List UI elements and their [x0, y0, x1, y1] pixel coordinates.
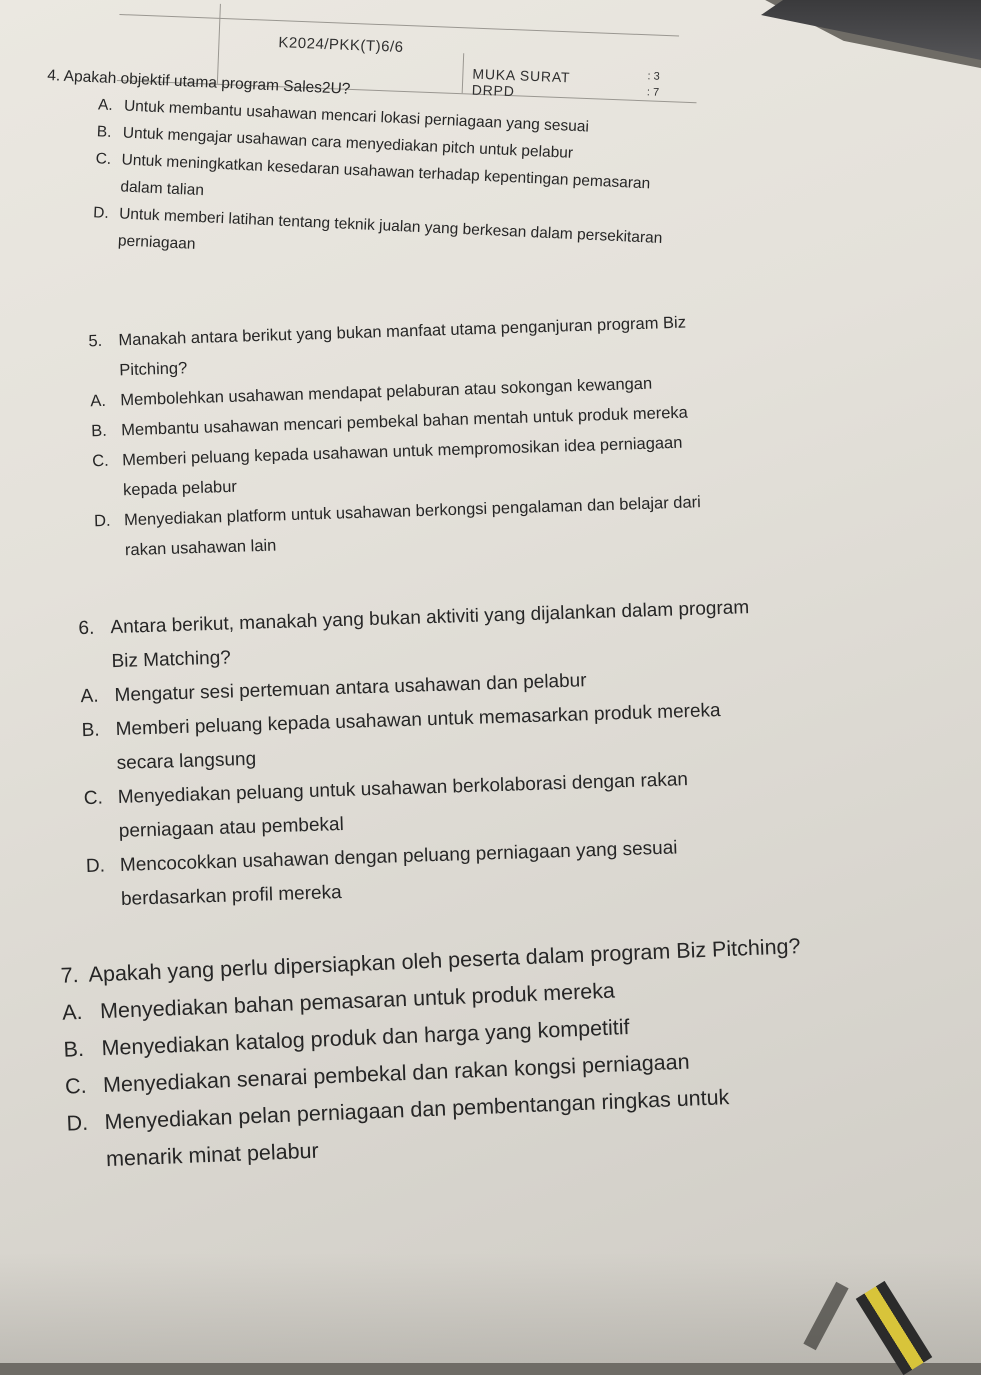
question-6	[20, 590, 789, 920]
question-text: Antara berikut, manakah yang bukan aktiviti yang dijalankan dalam program Biz Matching?	[110, 597, 750, 673]
question-4	[39, 62, 697, 280]
option-letter: B.	[96, 123, 112, 141]
question-text: Apakah objektif utama program Sales2U?	[63, 67, 351, 98]
option-text: Menyediakan platform untuk usahawan berkongsi pengalaman dan belajar dari rakan usahawan lain	[123, 493, 702, 560]
option-text: Untuk membantu usahawan mencari lokasi perniagaan yang sesuai	[123, 97, 590, 136]
option-text: Untuk mengajar usahawan cara menyediakan pitch untuk pelabur	[122, 124, 574, 162]
option-text: Menyediakan bahan pemasaran untuk produk mereka	[99, 978, 616, 1024]
option-text: Untuk meningkatkan kesedaran usahawan terhadap kepentingan pemasaran dalam talian	[120, 151, 651, 200]
option-text: Mencocokkan usahawan dengan peluang perniagaan yang sesuai berdasarkan profil mereka	[119, 837, 678, 910]
option-text: Memberi peluang kepada usahawan untuk memasarkan produk mereka secara langsung	[115, 700, 721, 775]
page-label: MUKA SURAT	[472, 65, 571, 86]
option-text: Menyediakan senarai pembekal dan rakan kongsi perniagaan	[102, 1049, 690, 1098]
question-number: 4.	[47, 66, 61, 85]
option-text: Untuk memberi latihan tentang teknik jualan yang berkesan dalam persekitaran perniagaan	[117, 205, 663, 253]
question-5	[35, 306, 742, 568]
header-rule-top	[119, 14, 679, 36]
option-letter: C.	[83, 787, 104, 810]
option-letter: B.	[90, 421, 108, 441]
page-number: : 3	[647, 70, 660, 83]
option-letter: A.	[97, 96, 114, 114]
option-letter: C.	[64, 1073, 88, 1099]
option-letter: B.	[63, 1036, 85, 1062]
option-text: Membolehkan usahawan mendapat pelaburan atau sokongan kewangan	[120, 374, 653, 410]
total-pages: : 7	[646, 86, 660, 99]
option-text: Menyediakan katalog produk dan harga yang kompetitif	[101, 1015, 630, 1061]
question-number: 6.	[78, 617, 95, 640]
option-letter: C.	[91, 451, 109, 471]
option-text: Membantu usahawan mencari pembekal bahan mentah untuk produk mereka	[120, 403, 689, 440]
option-letter: B.	[81, 719, 100, 742]
question-number: 7.	[60, 963, 80, 988]
option-text: Menyediakan peluang untuk usahawan berkolaborasi dengan rakan perniagaan atau pembekal	[117, 769, 689, 842]
question-text: Manakah antara berikut yang bukan manfaat utama penganjuran program Biz Pitching?	[118, 313, 687, 380]
option-letter: D.	[92, 204, 110, 222]
question-number: 5.	[88, 331, 103, 351]
option-text: Mengatur sesi pertemuan antara usahawan dan pelabur	[114, 670, 587, 707]
question-7	[5, 928, 813, 1182]
option-letter: A.	[61, 999, 83, 1025]
option-letter: A.	[90, 391, 107, 411]
option-letter: A.	[80, 685, 99, 708]
paper-code: K2024/PKK(T)6/6	[278, 34, 404, 56]
option-letter: C.	[95, 150, 112, 168]
option-text: Memberi peluang kepada usahawan untuk mempromosikan idea perniagaan kepada pelabur	[121, 433, 683, 500]
option-text: Menyediakan pelan perniagaan dan pembentangan ringkas untuk menarik minat pelabur	[104, 1085, 730, 1172]
question-text: Apakah yang perlu dipersiapkan oleh peserta dalam program Biz Pitching?	[88, 934, 801, 987]
option-letter: D.	[93, 511, 111, 531]
total-pages-label: DRPD	[471, 81, 515, 100]
option-letter: D.	[66, 1110, 89, 1136]
option-letter: D.	[85, 855, 106, 878]
